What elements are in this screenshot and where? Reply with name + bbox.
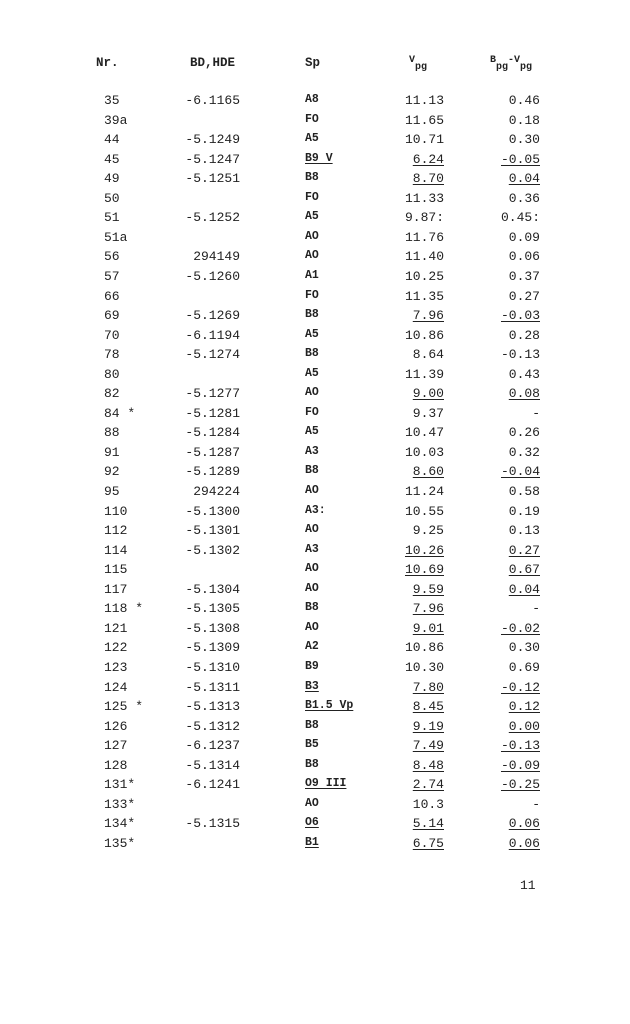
cell-bd-hde: -5.1313 xyxy=(185,699,240,715)
page-number: 11 xyxy=(520,878,536,893)
cell-nr: 125 * xyxy=(104,699,144,715)
cell-v-pg: 9.01 xyxy=(412,620,444,636)
cell-bd-hde: -5.1314 xyxy=(185,757,240,773)
header-sp: Sp xyxy=(305,56,321,70)
table-row xyxy=(0,328,630,348)
cell-bd-hde: -5.1315 xyxy=(185,816,240,832)
cell-v-pg: 6.24 xyxy=(412,151,444,167)
cell-b-v-pg: 0.19 xyxy=(508,503,540,519)
cell-b-v-pg: 0.06 xyxy=(508,816,540,832)
table-row xyxy=(0,289,630,309)
cell-bd-hde: -5.1305 xyxy=(185,601,240,617)
cell-bd-hde: -6.1241 xyxy=(185,777,240,793)
cell-b-v-pg: 0.27 xyxy=(508,542,540,558)
table-row xyxy=(0,230,630,250)
cell-bd-hde: -5.1252 xyxy=(185,210,240,226)
cell-b-v-pg: 0.46 xyxy=(508,93,540,108)
cell-nr: 122 xyxy=(104,640,128,656)
cell-sp: B8 xyxy=(305,171,319,185)
cell-b-v-pg: 0.04 xyxy=(508,581,540,597)
table-row xyxy=(0,464,630,484)
cell-v-pg: 7.80 xyxy=(412,679,444,695)
cell-v-pg: 8.48 xyxy=(412,757,444,773)
cell-bd-hde: -5.1249 xyxy=(185,132,240,148)
cell-b-v-pg: 0.37 xyxy=(508,268,540,284)
cell-v-pg: 11.35 xyxy=(404,288,444,304)
cell-sp: AO xyxy=(305,562,319,576)
cell-nr: 135* xyxy=(104,835,136,851)
cell-bd-hde: -6.1237 xyxy=(185,738,240,754)
cell-v-pg: 10.30 xyxy=(404,659,444,675)
table-row xyxy=(0,269,630,289)
cell-sp: B8 xyxy=(305,347,319,361)
cell-b-v-pg: 0.67 xyxy=(508,562,540,578)
cell-sp: B3 xyxy=(305,679,319,693)
table-row xyxy=(0,621,630,641)
table-row xyxy=(0,113,630,133)
cell-v-pg: 11.65 xyxy=(404,112,444,128)
cell-b-v-pg: 0.09 xyxy=(508,229,540,245)
cell-bd-hde: -5.1302 xyxy=(185,542,240,558)
cell-sp: B8 xyxy=(305,718,319,732)
table-row xyxy=(0,640,630,660)
cell-v-pg: 9.25 xyxy=(412,523,444,539)
table-row xyxy=(0,484,630,504)
cell-b-v-pg: 0.12 xyxy=(508,699,540,715)
table-row xyxy=(0,738,630,758)
table-row xyxy=(0,171,630,191)
table-row xyxy=(0,680,630,700)
cell-bd-hde: -5.1311 xyxy=(185,679,240,695)
cell-nr: 112 xyxy=(104,523,128,539)
cell-nr: 70 xyxy=(104,327,120,343)
cell-nr: 56 xyxy=(104,249,120,265)
cell-nr: 117 xyxy=(104,581,128,597)
table-row xyxy=(0,406,630,426)
cell-v-pg: 10.3 xyxy=(412,796,444,812)
table-row xyxy=(0,308,630,328)
table-row xyxy=(0,445,630,465)
cell-sp: A5 xyxy=(305,425,319,439)
cell-bd-hde: -5.1251 xyxy=(185,171,240,187)
table-row xyxy=(0,386,630,406)
table-row xyxy=(0,660,630,680)
cell-bd-hde: -5.1301 xyxy=(185,523,240,539)
cell-nr: 57 xyxy=(104,268,120,284)
cell-nr: 110 xyxy=(104,503,128,519)
cell-nr: 82 xyxy=(104,386,120,402)
table-row xyxy=(0,562,630,582)
cell-bd-hde: -5.1274 xyxy=(185,347,240,363)
cell-b-v-pg: -0.09 xyxy=(500,757,540,773)
cell-bd-hde: -5.1308 xyxy=(185,620,240,636)
cell-b-v-pg: 0.18 xyxy=(508,112,540,128)
cell-v-pg: 5.14 xyxy=(412,816,444,832)
cell-nr: 92 xyxy=(104,464,120,480)
cell-v-pg: 2.74 xyxy=(412,777,444,793)
cell-b-v-pg: 0.45: xyxy=(500,210,540,226)
table-row xyxy=(0,249,630,269)
cell-b-v-pg: 0.26 xyxy=(508,425,540,441)
cell-b-v-pg: -0.25 xyxy=(500,777,540,793)
cell-v-pg: 10.86 xyxy=(404,640,444,656)
cell-sp: B9 V xyxy=(305,151,333,165)
cell-sp: AO xyxy=(305,229,319,243)
cell-sp: B1 xyxy=(305,835,319,849)
cell-sp: O6 xyxy=(305,816,319,830)
cell-bd-hde: -6.1194 xyxy=(185,327,240,343)
cell-nr: 50 xyxy=(104,190,120,206)
cell-v-pg: 10.71 xyxy=(404,132,444,148)
header-b-v-pg xyxy=(490,55,533,73)
table-row xyxy=(0,523,630,543)
cell-sp: AO xyxy=(305,386,319,400)
table-row xyxy=(0,758,630,778)
cell-sp: A5 xyxy=(305,210,319,224)
cell-v-pg: 8.60 xyxy=(412,464,444,480)
cell-nr: 45 xyxy=(104,151,120,167)
cell-nr: 114 xyxy=(104,542,128,558)
header-b-main: B xyxy=(490,55,497,66)
cell-v-pg: 10.25 xyxy=(404,268,444,284)
cell-b-v-pg: 0.06 xyxy=(508,249,540,265)
table-row xyxy=(0,191,630,211)
cell-v-pg: 10.86 xyxy=(404,327,444,343)
table-row xyxy=(0,210,630,230)
header-v-pg-main: V xyxy=(409,55,416,66)
cell-b-v-pg: 0.28 xyxy=(508,327,540,343)
table-row xyxy=(0,601,630,621)
cell-nr: 133* xyxy=(104,796,136,812)
cell-v-pg: 11.76 xyxy=(404,229,444,245)
cell-v-pg: 10.47 xyxy=(404,425,444,441)
cell-nr: 115 xyxy=(104,562,128,578)
cell-nr: 66 xyxy=(104,288,120,304)
header-bd-hde: BD,HDE xyxy=(190,56,236,70)
cell-nr: 118 * xyxy=(104,601,144,617)
cell-b-v-pg: 0.43 xyxy=(508,366,540,382)
cell-b-v-pg: 0.69 xyxy=(508,659,540,675)
cell-b-v-pg: -0.13 xyxy=(500,347,540,363)
table-row xyxy=(0,152,630,172)
cell-sp: AO xyxy=(305,484,319,497)
cell-b-v-pg: 0.04 xyxy=(508,171,540,187)
table-row xyxy=(0,836,630,856)
table-row xyxy=(0,93,630,113)
header-v-pg xyxy=(409,55,428,73)
cell-nr: 51 xyxy=(104,210,120,226)
cell-b-v-pg: - xyxy=(532,405,540,421)
cell-sp: AO xyxy=(305,523,319,537)
cell-nr: 124 xyxy=(104,679,128,695)
cell-nr: 39a xyxy=(104,112,128,128)
table-row xyxy=(0,347,630,367)
cell-sp: A2 xyxy=(305,640,319,654)
cell-v-pg: 11.33 xyxy=(404,190,444,206)
table-row xyxy=(0,425,630,445)
cell-sp: B5 xyxy=(305,738,319,752)
cell-sp: AO xyxy=(305,620,319,634)
cell-sp: A5 xyxy=(305,132,319,146)
cell-v-pg: 9.37 xyxy=(412,405,444,421)
table-row xyxy=(0,699,630,719)
cell-sp: A5 xyxy=(305,327,319,341)
cell-v-pg: 11.40 xyxy=(404,249,444,265)
table-row xyxy=(0,816,630,836)
cell-b-v-pg: 0.08 xyxy=(508,386,540,402)
cell-bd-hde: -5.1281 xyxy=(185,405,240,421)
cell-nr: 127 xyxy=(104,738,128,754)
cell-v-pg: 11.13 xyxy=(404,93,444,108)
cell-b-v-pg: 0.27 xyxy=(508,288,540,304)
cell-nr: 123 xyxy=(104,659,128,675)
cell-sp: A5 xyxy=(305,366,319,380)
cell-bd-hde: 294224 xyxy=(193,484,240,499)
cell-bd-hde: -5.1304 xyxy=(185,581,240,597)
header-nr: Nr. xyxy=(96,56,119,70)
cell-sp: B1.5 Vp xyxy=(305,699,354,713)
cell-nr: 134* xyxy=(104,816,136,832)
cell-b-v-pg: -0.03 xyxy=(500,308,540,324)
cell-bd-hde: -5.1277 xyxy=(185,386,240,402)
cell-bd-hde: -5.1310 xyxy=(185,659,240,675)
cell-nr: 95 xyxy=(104,484,120,499)
cell-v-pg: 7.96 xyxy=(412,308,444,324)
header-b-sub: pg xyxy=(496,62,509,73)
cell-v-pg: 9.00 xyxy=(412,386,444,402)
cell-nr: 51a xyxy=(104,229,128,245)
cell-sp: AO xyxy=(305,796,319,810)
cell-nr: 126 xyxy=(104,718,128,734)
cell-nr: 131* xyxy=(104,777,136,793)
cell-bd-hde: -5.1284 xyxy=(185,425,240,441)
cell-nr: 88 xyxy=(104,425,120,441)
cell-sp: A3 xyxy=(305,444,319,458)
table-row xyxy=(0,504,630,524)
cell-b-v-pg: 0.00 xyxy=(508,718,540,734)
cell-v-pg: 10.03 xyxy=(404,444,444,460)
cell-bd-hde: -5.1269 xyxy=(185,308,240,324)
cell-bd-hde: -5.1260 xyxy=(185,268,240,284)
cell-sp: FO xyxy=(305,288,319,302)
cell-bd-hde: -6.1165 xyxy=(185,93,240,108)
table-row xyxy=(0,543,630,563)
cell-v-pg: 10.26 xyxy=(404,542,444,558)
cell-nr: 35 xyxy=(104,93,120,108)
cell-sp: B8 xyxy=(305,308,319,322)
cell-v-pg: 9.87: xyxy=(404,210,444,226)
cell-v-pg: 7.96 xyxy=(412,601,444,617)
cell-nr: 69 xyxy=(104,308,120,324)
header-v-dash: -V xyxy=(508,55,521,66)
cell-sp: B8 xyxy=(305,757,319,771)
cell-bd-hde: -5.1287 xyxy=(185,444,240,460)
cell-nr: 80 xyxy=(104,366,120,382)
cell-bd-hde: 294149 xyxy=(193,249,240,265)
cell-b-v-pg: -0.05 xyxy=(500,151,540,167)
cell-b-v-pg: - xyxy=(532,796,540,812)
cell-sp: FO xyxy=(305,112,319,126)
cell-b-v-pg: 0.30 xyxy=(508,640,540,656)
cell-nr: 84 * xyxy=(104,405,136,421)
cell-nr: 78 xyxy=(104,347,120,363)
cell-b-v-pg: 0.58 xyxy=(508,484,540,499)
table-row xyxy=(0,367,630,387)
cell-bd-hde: -5.1312 xyxy=(185,718,240,734)
cell-b-v-pg: 0.32 xyxy=(508,444,540,460)
cell-v-pg: 11.39 xyxy=(404,366,444,382)
cell-b-v-pg: -0.02 xyxy=(500,620,540,636)
cell-v-pg: 11.24 xyxy=(404,484,444,499)
cell-nr: 128 xyxy=(104,757,128,773)
cell-sp: FO xyxy=(305,190,319,204)
cell-sp: AO xyxy=(305,249,319,263)
cell-sp: B8 xyxy=(305,464,319,478)
table-row xyxy=(0,719,630,739)
cell-v-pg: 9.59 xyxy=(412,581,444,597)
cell-v-pg: 10.55 xyxy=(404,503,444,519)
cell-sp: A3: xyxy=(305,503,326,517)
header-v-sub: pg xyxy=(520,62,533,73)
cell-v-pg: 10.69 xyxy=(404,562,444,578)
cell-v-pg: 6.75 xyxy=(412,835,444,851)
cell-sp: O9 III xyxy=(305,777,347,791)
cell-b-v-pg: - xyxy=(532,601,540,617)
table-row xyxy=(0,582,630,602)
cell-v-pg: 7.49 xyxy=(412,738,444,754)
cell-b-v-pg: -0.04 xyxy=(500,464,540,480)
cell-b-v-pg: -0.12 xyxy=(500,679,540,695)
cell-sp: A8 xyxy=(305,93,319,106)
cell-v-pg: 9.19 xyxy=(412,718,444,734)
cell-nr: 91 xyxy=(104,444,120,460)
cell-v-pg: 8.70 xyxy=(412,171,444,187)
cell-sp: B9 xyxy=(305,659,319,673)
cell-nr: 121 xyxy=(104,620,128,636)
cell-nr: 49 xyxy=(104,171,120,187)
cell-bd-hde: -5.1309 xyxy=(185,640,240,656)
table-row xyxy=(0,132,630,152)
cell-b-v-pg: 0.36 xyxy=(508,190,540,206)
cell-v-pg: 8.45 xyxy=(412,699,444,715)
cell-bd-hde: -5.1289 xyxy=(185,464,240,480)
table-row xyxy=(0,777,630,797)
cell-b-v-pg: 0.13 xyxy=(508,523,540,539)
cell-sp: B8 xyxy=(305,601,319,615)
cell-bd-hde: -5.1300 xyxy=(185,503,240,519)
cell-sp: AO xyxy=(305,581,319,595)
cell-b-v-pg: 0.06 xyxy=(508,835,540,851)
cell-b-v-pg: -0.13 xyxy=(500,738,540,754)
table-row xyxy=(0,797,630,817)
cell-sp: FO xyxy=(305,405,319,419)
cell-nr: 44 xyxy=(104,132,120,148)
header-v-pg-sub: pg xyxy=(415,62,428,73)
cell-v-pg: 8.64 xyxy=(412,347,444,363)
cell-bd-hde: -5.1247 xyxy=(185,151,240,167)
cell-b-v-pg: 0.30 xyxy=(508,132,540,148)
cell-sp: A3 xyxy=(305,542,319,556)
cell-sp: A1 xyxy=(305,268,319,282)
